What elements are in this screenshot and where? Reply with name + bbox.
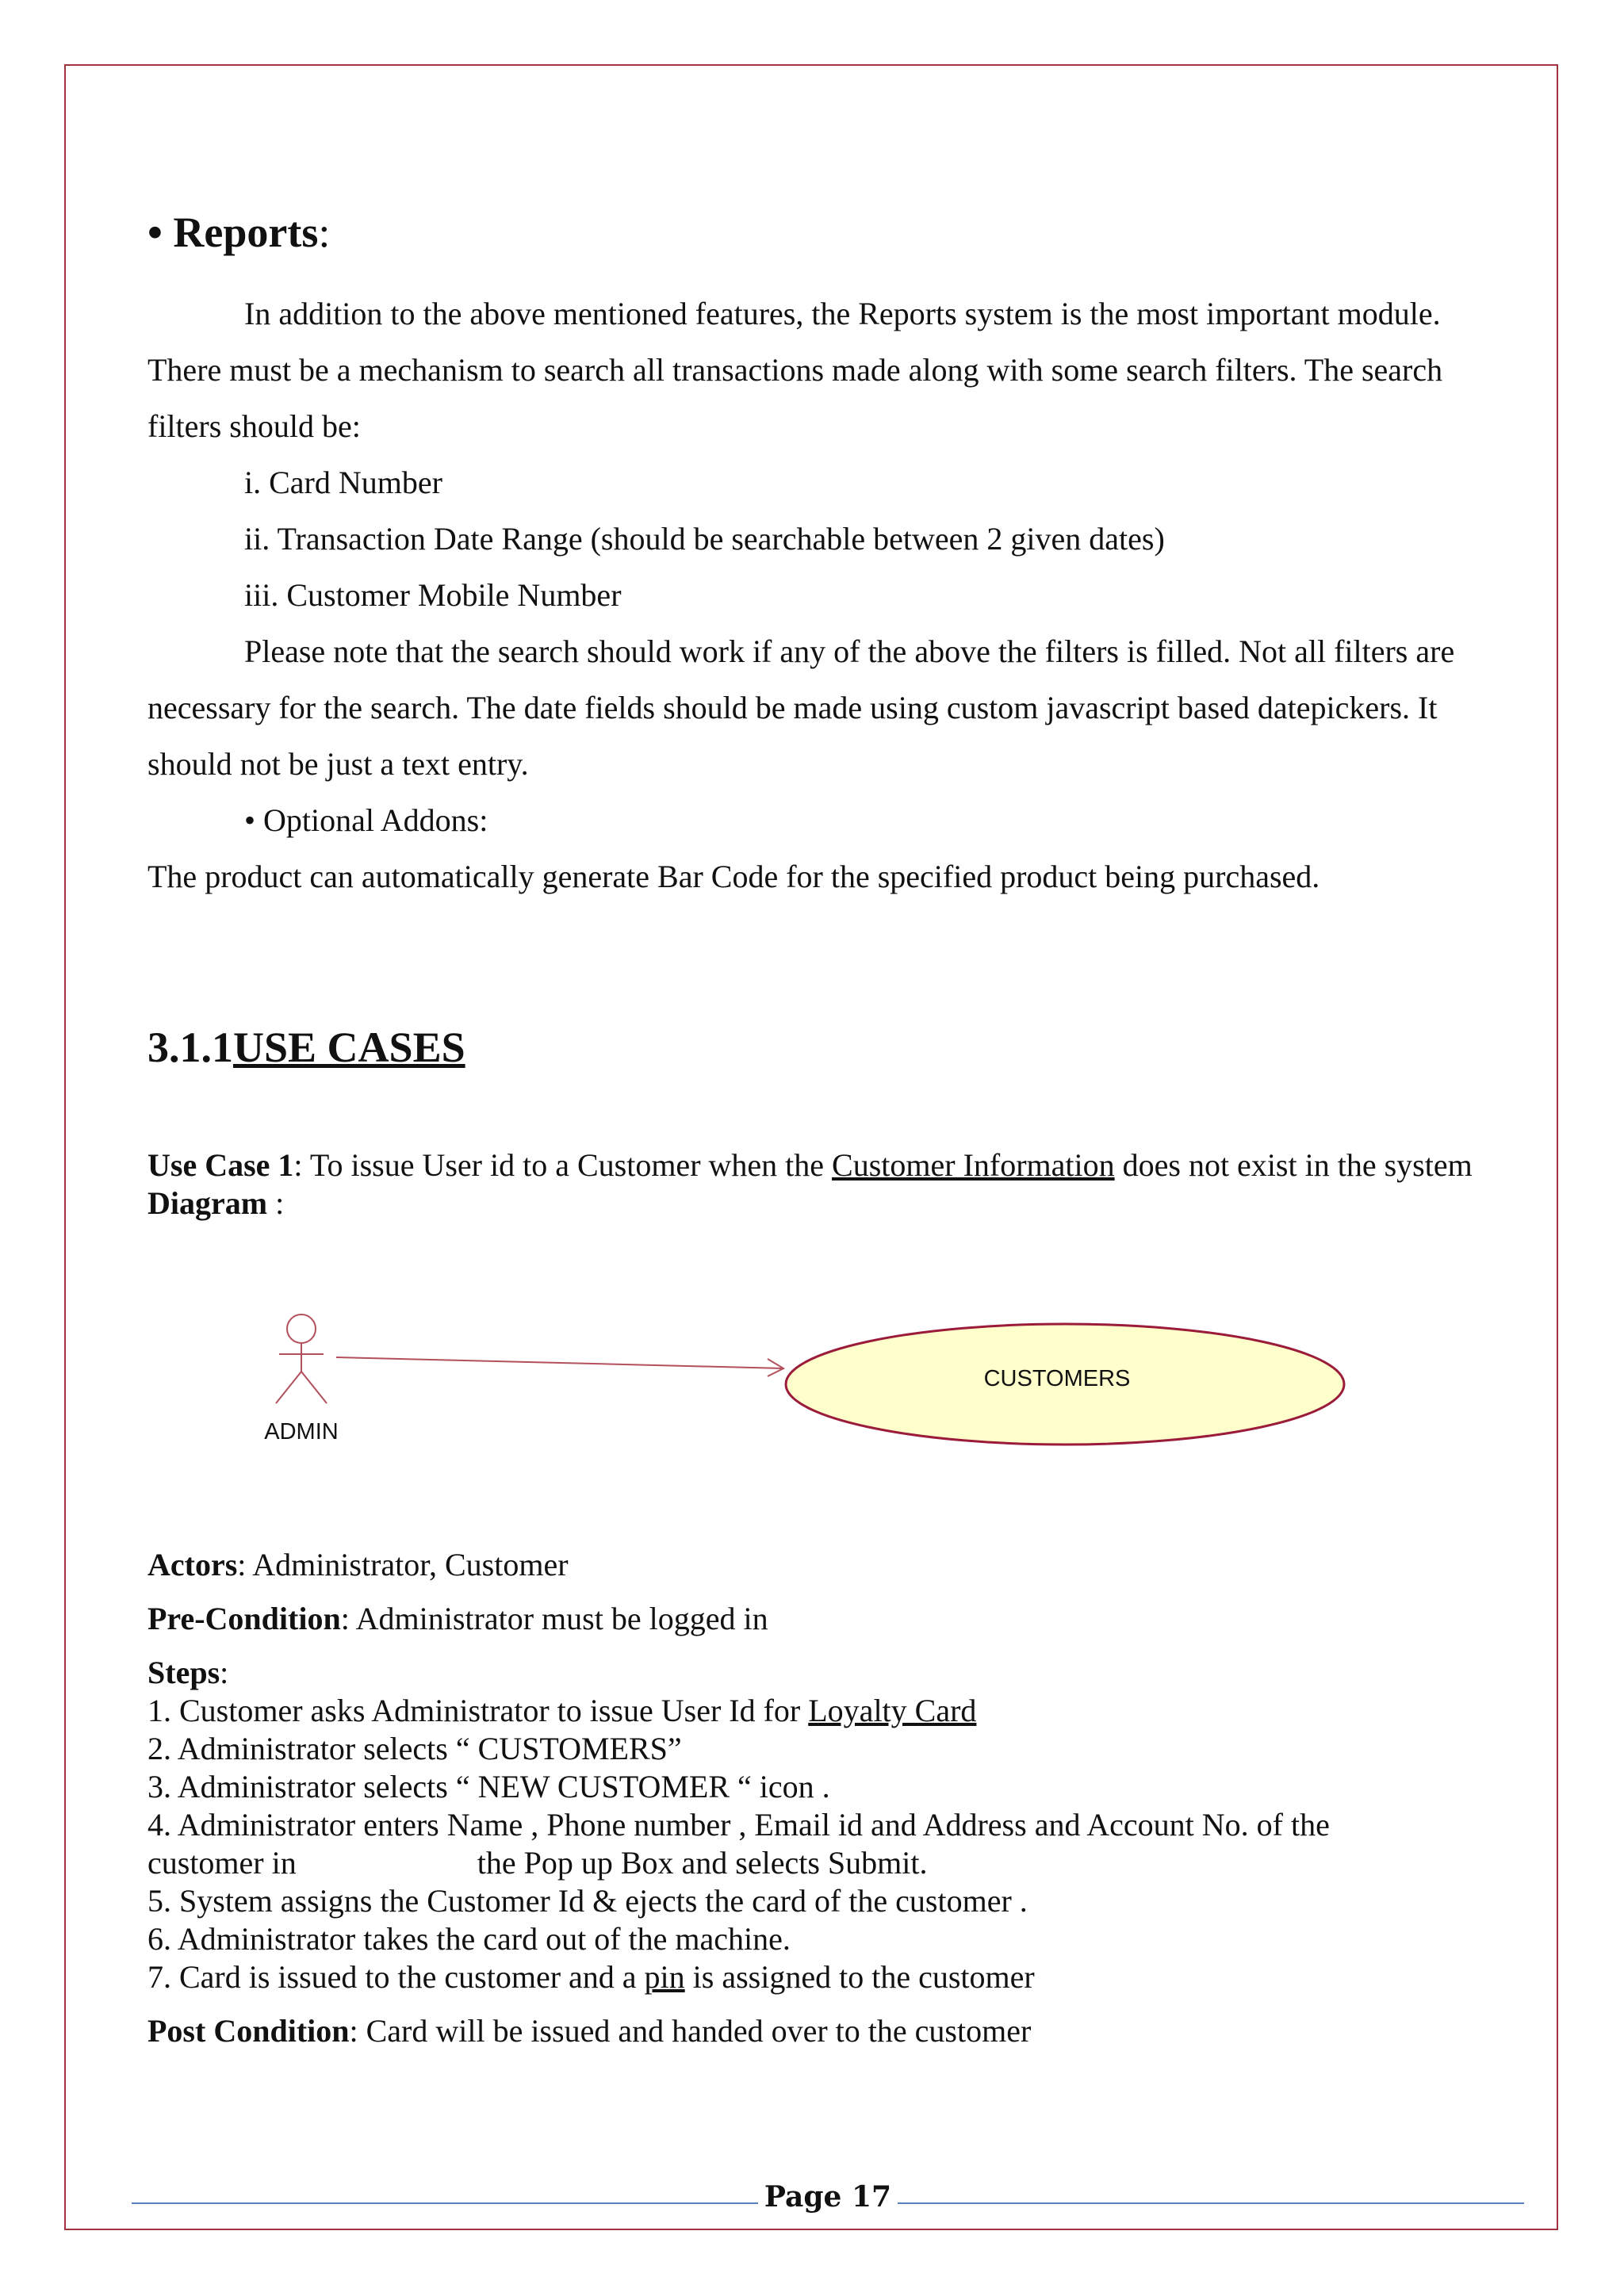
filter-item: ii. Transaction Date Range (should be searchable between 2 given dates)	[244, 521, 1165, 557]
step-4: 4. Administrator enters Name , Phone number , Email id and Address and Account No. of the	[147, 1807, 1330, 1843]
precondition-line: Pre-Condition: Administrator must be logged in	[147, 1601, 768, 1636]
reports-body	[147, 285, 1511, 905]
reports-intro: In addition to the above mentioned features, the Reports system is the most important module. There must be a mechanism to search all transactions made along with some search filters. The search filters should be:	[147, 296, 1443, 444]
reports-note: Please note that the search should work if any of the above the filters is filled. Not all filters are necessary for the search. The date fields should be made using custom javascript based datepickers. It should not be just a text entry.	[147, 633, 1455, 782]
use-case-label: CUSTOMERS	[983, 1366, 1131, 1391]
addons-label: • Optional Addons:	[244, 802, 488, 838]
step-4-continued: customer in the Pop up Box and selects Submit.	[147, 1845, 928, 1881]
actor-admin-icon	[276, 1314, 327, 1403]
actor-label: ADMIN	[264, 1419, 339, 1445]
step-6: 6. Administrator takes the card out of the machine.	[147, 1921, 791, 1957]
use-case-description	[147, 1146, 1511, 1223]
page-number: Page 17	[764, 2180, 892, 2214]
step-2: 2. Administrator selects “ CUSTOMERS”	[147, 1731, 682, 1766]
step-1: 1. Customer asks Administrator to issue User Id for Loyalty Card	[147, 1693, 977, 1728]
section-heading	[147, 1023, 465, 1072]
footer-rule-right	[898, 2202, 1524, 2204]
reports-heading: • Reports:	[147, 209, 331, 256]
page-footer	[132, 2179, 1524, 2226]
filter-item: i. Card Number	[244, 465, 442, 500]
use-case-diagram	[238, 1292, 1388, 1467]
step-7: 7. Card is issued to the customer and a pin is assigned to the customer	[147, 1959, 1035, 1995]
diagram-label: Diagram :	[147, 1185, 285, 1221]
pin-link: pin	[644, 1959, 685, 1995]
reports-title: Reports	[173, 209, 319, 256]
association-arrow	[336, 1357, 783, 1376]
loyalty-card-link: Loyalty Card	[808, 1693, 977, 1728]
use-case-details	[147, 1546, 1511, 2050]
use-case-title: Use Case 1: To issue User id to a Customer when the Customer Information does not exist in the system	[147, 1147, 1473, 1183]
addons-text: The product can automatically generate Bar Code for the specified product being purchased.	[147, 859, 1320, 894]
section-number: 3.1.1	[147, 1024, 233, 1071]
steps-label: Steps:	[147, 1655, 229, 1690]
filter-item: iii. Customer Mobile Number	[244, 577, 622, 613]
section-title: USE CASES	[233, 1024, 465, 1071]
step-5: 5. System assigns the Customer Id & ejects the card of the customer .	[147, 1883, 1028, 1919]
actors-line: Actors: Administrator, Customer	[147, 1547, 569, 1582]
postcondition-line: Post Condition: Card will be issued and handed over to the customer	[147, 2013, 1032, 2049]
customer-information-link: Customer Information	[832, 1147, 1115, 1183]
step-3: 3. Administrator selects “ NEW CUSTOMER “ icon .	[147, 1769, 830, 1804]
